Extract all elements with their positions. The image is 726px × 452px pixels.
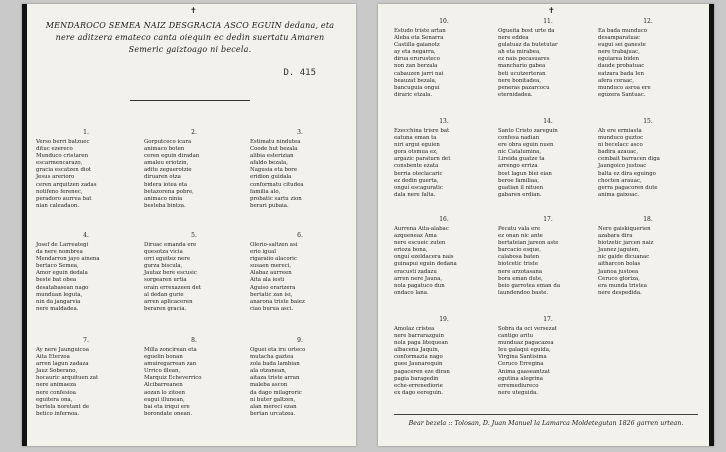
verse-text: Ea bada munduco desamparatuac eugui sei ganeste nere trabajuac, eguiarea biden daude probatuac eatzara bada Ien afera coraac, munduco asroa ere eguzera Santuac. [598,28,651,98]
verse-text: Pecatu vala ere ez onan nic ante bertateian jareon aste barcacio esque, calabosa baten biotcetic triste nere arzotasana bora eman dute, beio garrotea eman da laundendoo baste. [498,226,561,296]
verse-number: 9. [297,337,303,344]
verse-number: 3. [297,129,303,136]
verse-number: 7. [83,337,89,344]
verse-text: Santo Cristo zareguin confesa nadian ere obra eguin nuen nic Catalumina, Lireida guatze ta arrengo erriza bost lagun biei eian beroe familiaa, guatian il nituen gabaren erdian. [498,128,558,198]
printer-imprint: Bear bezela :: Tolosan, D. Juan Manuel la Lamarca Moldetegutan 1826 garren urtean. [408,420,684,427]
verse-number: 12. [643,18,653,25]
verse-number: 6. [297,232,303,239]
verse-number: 5. [191,232,197,239]
verse-text: Ay nere Jaunguicoa Aita Eterzoa arren lagun zadaza Jauz Soberano, hocauric arquituen zat nere animaeza nere confesioa eguitera ona, bertela noretant de betico infernoa. [36,347,99,417]
verse-number: 4. [83,232,89,239]
verse-text: Aurrena Aita-alabac azqueneaz Ama nere escueic zuten erioza bona, onguí ezeldacera nais guinapui eguin dedana eracusti zadazu arren nere Jauna, nola pagatuco dun ondaco lana. [394,226,457,296]
verse-number: 15. [643,118,653,125]
footer-rule [394,414,698,415]
verse-number: 2. [191,129,197,136]
verse-text: Ezecchina trisre bat eatuna eman ta niri argui eguien gora otsmua ez, argazic paraturn det consbente ezata berria oteclacaric ez dedin guerta, onguí escaguratic dala nere falta. [394,128,451,198]
verse-text: Estimatu nindutea Coode hut bezala alibia esterizian afaldo bezala, Nagusia eta bore eridion guidala conformatu citudea familia alo, probatic sartu zion berari pubaia. [250,139,304,209]
verse-number: 13. [439,118,449,125]
verse-text: Sobra da oci versezat cantigo aritu munduaz pagacazea Ieu galaqui eguida, Virgina Santisima Ceruco Erregina Anima gaaseantzat egutina alegrina erremediureco nere uteguida. [498,326,557,396]
verse-text: Amolaz cristea nere barrarazguin nola paga litequean albacena Jaquin, conformazia nago guee Jaunarequin pagaceren eze diran pagia baragedin eche-errenediorie ex dago eereguin. [394,326,450,396]
verse-text: Josef de Larreategi da nere nombrea Mendarron jayo ainena bertaco Semea, Amor eguin dedala beste bat obea desatabasean nago munduan leguta, nin da jangarvia nere maldadea. [36,242,100,312]
verse-text: Nere gaiskiquerien azabara dira biotzetic jarcen naiz Jaunez jaguien, nic gaide dicuanac aitharcon bolas Jaunoa justoea Ceruco gloriza, era munda tristea nere despedida. [598,226,654,296]
catalog-stamp: D. 415 [283,68,316,78]
verse-text: Diruac emanda ere quesotza vicia orri eguitez nere gurza biscula, Jautaz bere escusic sorgearen urtia orain errexazeen det al dedan gurie arren aplicaceren beraren gracia. [144,242,201,312]
page-edge [22,4,27,446]
page-edge [709,4,714,446]
verse-text: Olerio-saltzen asi erio igual rigaraiio alacoric susaen mereci, Alabaz aurreen Aita ala iesti Aguiso erarizera bertatic zan isi, anarona triste baiez ciao burua asci. [250,242,305,312]
verse-number: 1. [83,129,89,136]
verse-text: Milla zoncirean eta eguelin bonan amuiregarrean zan Urrico illean, Marquiz Echeverrico Alcibarreanen aozan lo zitoen eugui illunean, bai eta iriqui ere borondate onean. [144,347,202,417]
verse-number: 14. [543,118,553,125]
verse-number: 8. [191,337,197,344]
verse-number: 16. [439,216,449,223]
verse-text: Ah ere ermiasta munduco guztoc ni becelacc asco badira azauac, cembait barracen diga Jaungoico justoac balta ez dira eguingo chocten arauac, gerra pagacoren dute anima gaixoac. [598,128,660,198]
title-rule [130,100,250,101]
verse-text: Gorputceco icara animaco boten ceren eguin diradan amaleu eriotzin, aditu zeguerotzie diruaren otza bidera iotea eta betazorena pobre, animaco ninia besteba bintza. [144,139,200,209]
verse-text: Oguei eta iru urteco mutacha gaztea zola bada lambian ala otzanean, aitaza triste arran maleba ascon da dago milagroric ni buter galtzen, alan mereci ezan bertan urcatzea. [250,347,306,417]
verse-text: Estudo triste artan Aleba eta Senarra Castilla gaianotz ay eta negarra, dirua erurusteco non zan berzala cabauzen jarri nai beauzat bezala, bancuguia onguí diraric etzala. [394,28,446,98]
verse-number: 10. [439,18,449,25]
verse-number: 19. [439,316,449,323]
verse-text: Ogueita bost urte da nere eddea gulatuaz da butetutar ah eta mirabea, ez nais pecasuares manchario gabea beti ucutzerteran nere bonitadea, peneras pazarcocu eternidadea. [498,28,558,98]
verse-number: 18. [643,216,653,223]
cross-ornament: ✝ [548,6,555,15]
verse-number: 17. [543,316,553,323]
right-page [378,4,714,446]
verse-text: Verso berri batzuec dituc ezereco Munduco cristaren escarmencarazo, gracia escatzen diot Jesus arerioro ceren arquitzen zadas notifeno ferenec, peradoro aurrea bat nian caleadaon. [36,139,97,209]
verse-number: 11. [543,18,553,25]
cross-ornament: ✝ [190,6,197,15]
left-page [22,4,356,446]
document-title: MENDAROCO SEMEA NAIZ DESGRACIA ASCO EGUIN dedana, eta nere aditzera emateco canta oiequin ec dedin suertatu Amaren Semeric gaiztoago ni becela. [45,21,335,54]
verse-number: 17. [543,216,553,223]
